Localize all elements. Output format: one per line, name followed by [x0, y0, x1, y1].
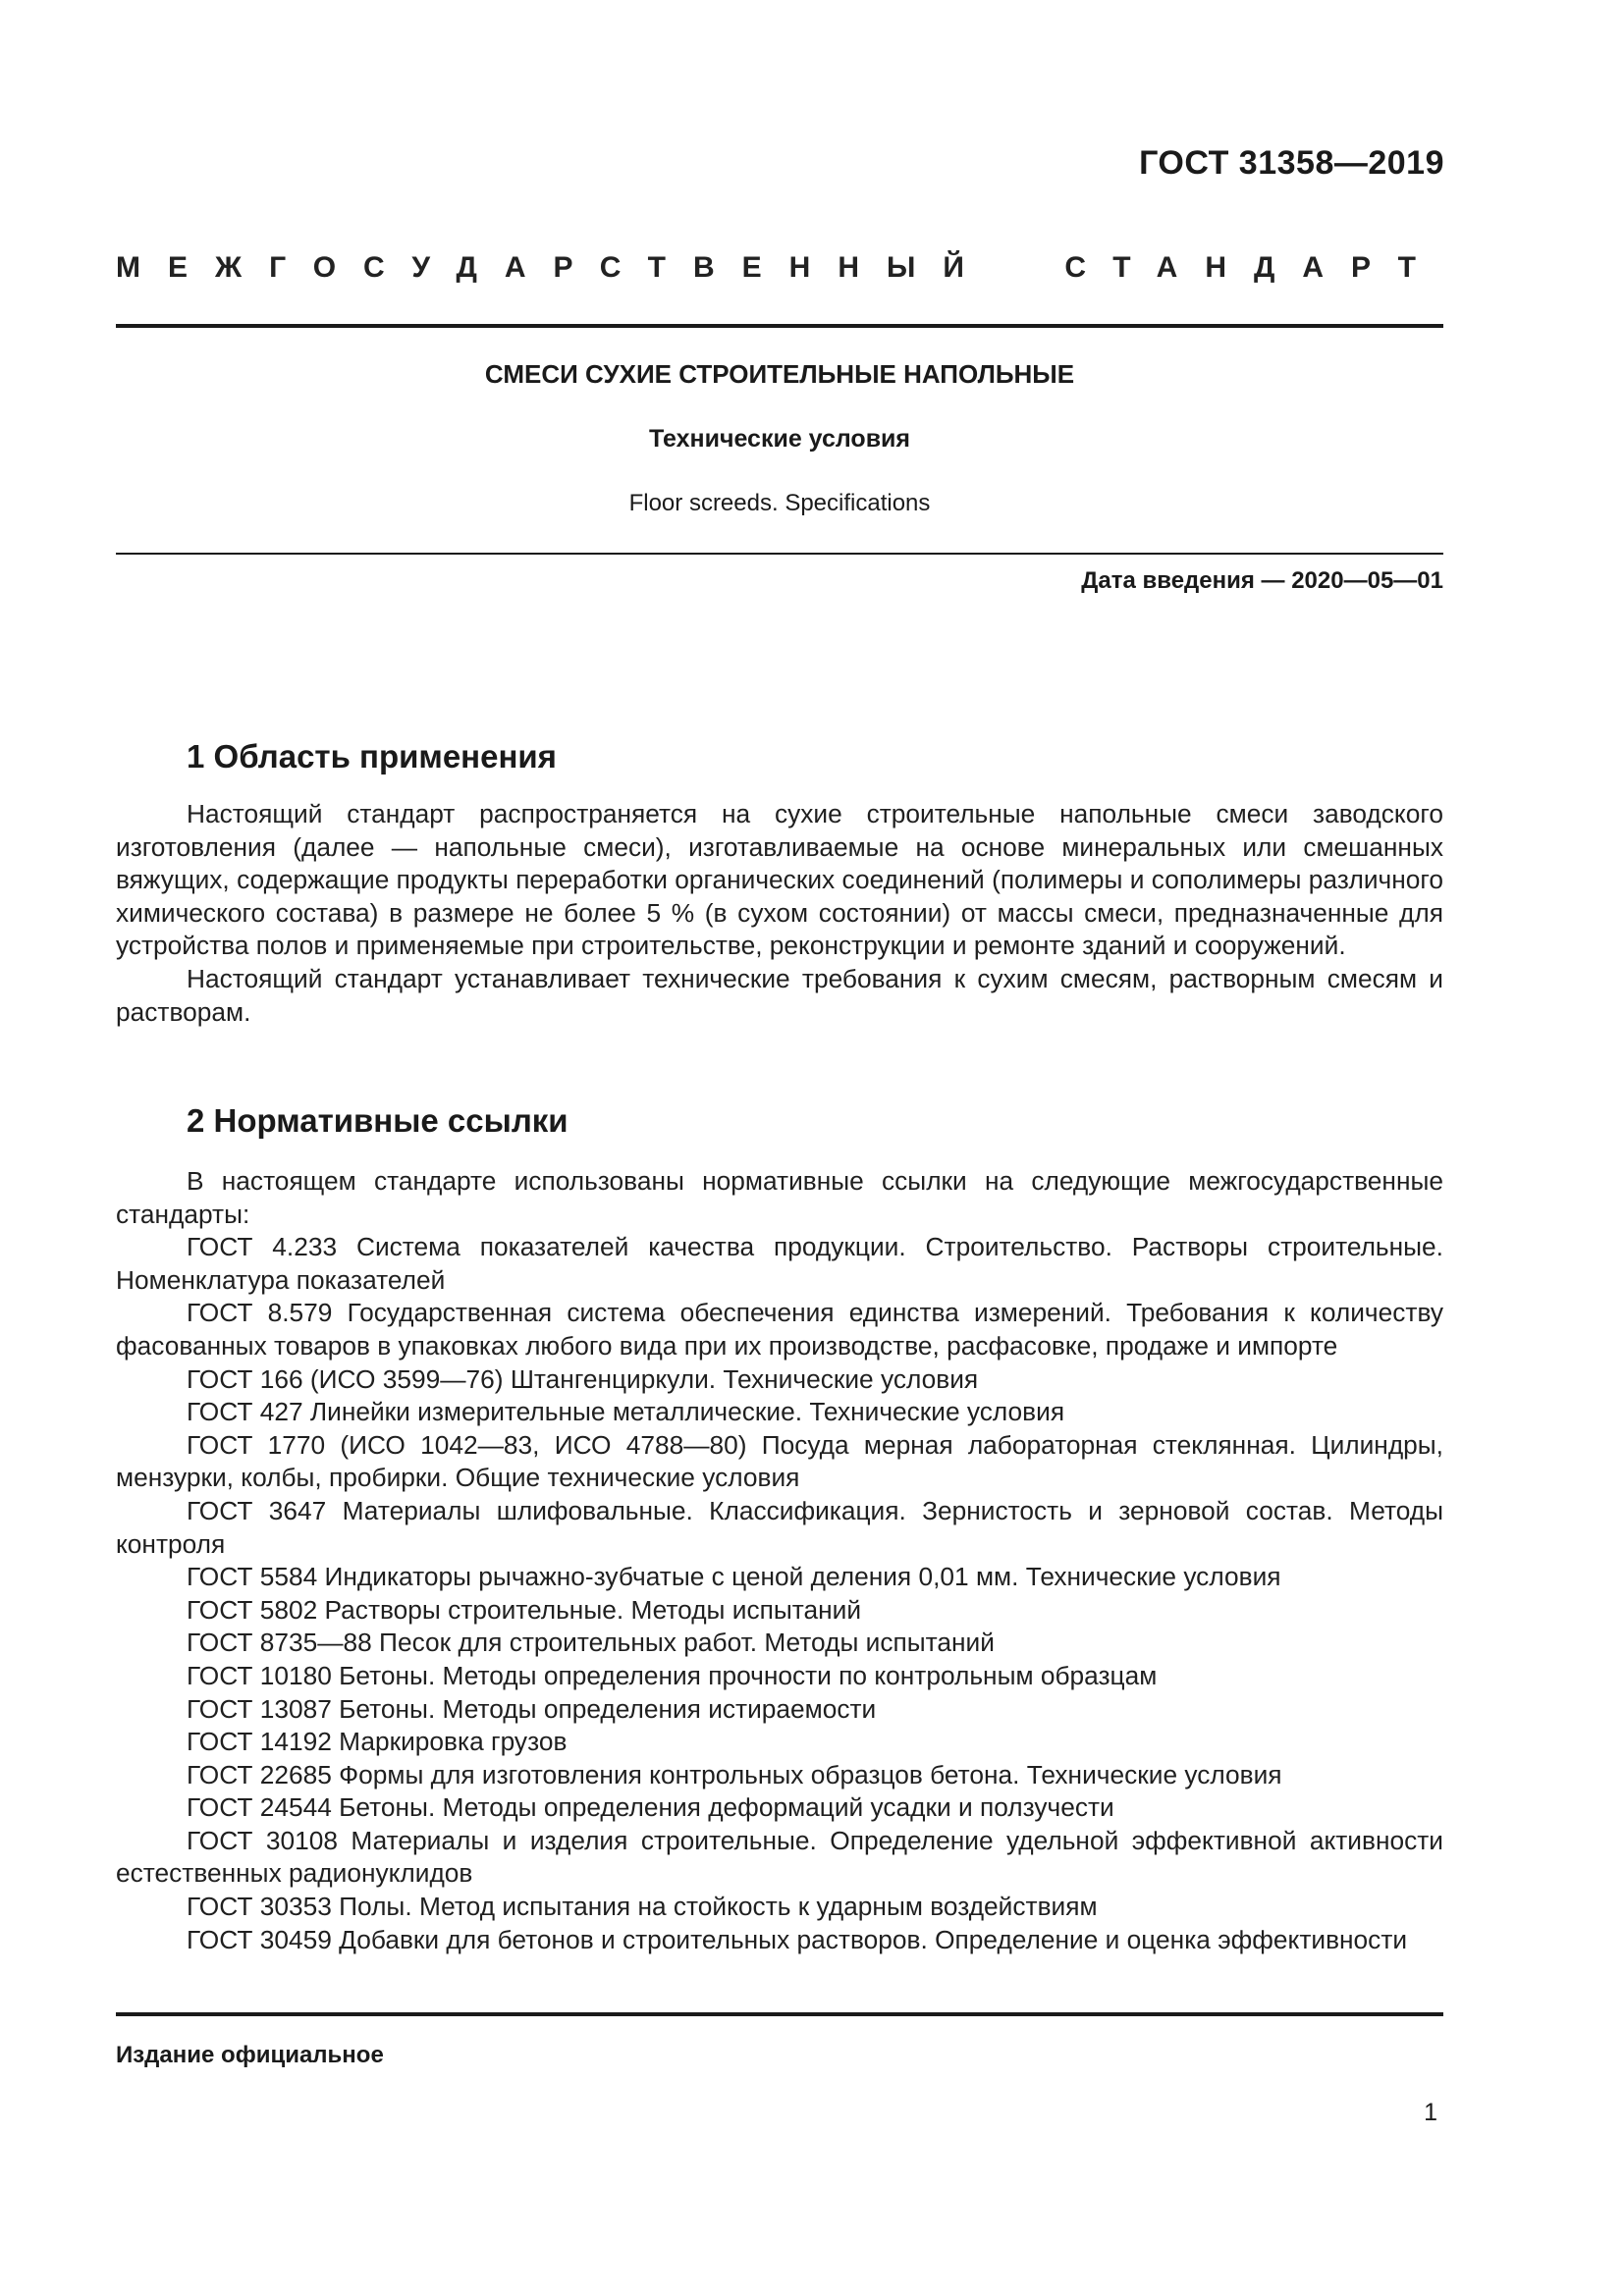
reference-item: ГОСТ 10180 Бетоны. Методы определения прочности по контрольным образцам — [187, 1660, 1158, 1690]
document-title: СМЕСИ СУХИЕ СТРОИТЕЛЬНЫЕ НАПОЛЬНЫЕ — [484, 359, 1075, 389]
reference-item: ГОСТ 13087 Бетоны. Методы определения истираемости — [187, 1693, 877, 1724]
top-rule — [116, 324, 1443, 328]
reference-item: ГОСТ 3647 Материалы шлифовальные. Классификация. Зернистость и зерновой состав. Методы контроля — [116, 1495, 1443, 1559]
paragraph: В настоящем стандарте использованы нормативные ссылки на следующие межгосударственные стандарты: — [116, 1166, 1443, 1229]
bottom-rule — [116, 2012, 1443, 2016]
interstate-standard-label: МЕЖГОСУДАРСТВЕННЫЙ СТАНДАРТ — [116, 251, 1443, 284]
reference-item: ГОСТ 166 (ИСО 3599—76) Штангенциркули. Технические условия — [187, 1363, 979, 1394]
reference-item: ГОСТ 8735—88 Песок для строительных работ. Методы испытаний — [187, 1628, 995, 1658]
paragraph: Настоящий стандарт распространяется на сухие строительные напольные смеси заводского изготовления (далее — напольные смеси), изготавливаемые на основе минеральных или смешанных вяжущих, содержащие продукты переработки органических соединений (полимеры и сополимеры различного химического состава) в размере не более 5 % (в сухом состоянии) от массы смеси, предназначенные для устройства полов и применяемые при строительстве, реконструкции и ремонте зданий и сооружений. — [116, 799, 1443, 961]
reference-item: ГОСТ 427 Линейки измерительные металлические. Технические условия — [187, 1397, 1065, 1427]
reference-item: ГОСТ 14192 Маркировка грузов — [187, 1727, 568, 1757]
reference-item: ГОСТ 5802 Растворы строительные. Методы испытаний — [187, 1594, 862, 1625]
title-rule — [116, 553, 1443, 555]
reference-item: ГОСТ 24544 Бетоны. Методы определения деформаций усадки и ползучести — [187, 1792, 1114, 1823]
reference-item: ГОСТ 22685 Формы для изготовления контрольных образцов бетона. Технические условия — [187, 1759, 1282, 1789]
reference-item: ГОСТ 4.233 Система показателей качества продукции. Строительство. Растворы строительные. Номенклатура показателей — [116, 1232, 1443, 1295]
reference-item: ГОСТ 30459 Добавки для бетонов и строительных растворов. Определение и оценка эффективности — [187, 1924, 1408, 1954]
reference-item: ГОСТ 30108 Материалы и изделия строительные. Определение удельной эффективной активности естественных радионуклидов — [116, 1825, 1443, 1889]
section-body-scope — [116, 798, 1443, 1029]
section-heading-scope: 1 Область применения — [187, 738, 557, 774]
reference-item: ГОСТ 5584 Индикаторы рычажно-зубчатые с ценой деления 0,01 мм. Технические условия — [187, 1562, 1281, 1592]
reference-item: ГОСТ 8.579 Государственная система обеспечения единства измерений. Требования к количеству фасованных товаров в упаковках любого вида при их производстве, расфасовке, продаже и импорте — [116, 1298, 1443, 1361]
reference-item: ГОСТ 1770 (ИСО 1042—83, ИСО 4788—80) Посуда мерная лабораторная стеклянная. Цилиндры, мензурки, колбы, пробирки. Общие технические условия — [116, 1429, 1443, 1493]
section-body-references — [116, 1165, 1443, 1956]
reference-item: ГОСТ 30353 Полы. Метод испытания на стойкость к ударным воздействиям — [187, 1892, 1098, 1922]
introduction-date: Дата введения — 2020—05—01 — [1081, 567, 1443, 594]
paragraph: Настоящий стандарт устанавливает технические требования к сухим смесям, растворным смесям и растворам. — [116, 963, 1443, 1027]
standard-number: ГОСТ 31358—2019 — [1139, 144, 1444, 182]
page-number: 1 — [1424, 2099, 1437, 2126]
section-heading-references: 2 Нормативные ссылки — [187, 1102, 568, 1139]
official-edition-label: Издание официальное — [116, 2042, 384, 2068]
document-subtitle: Технические условия — [648, 425, 911, 453]
document-title-english: Floor screeds. Specifications — [628, 490, 931, 516]
